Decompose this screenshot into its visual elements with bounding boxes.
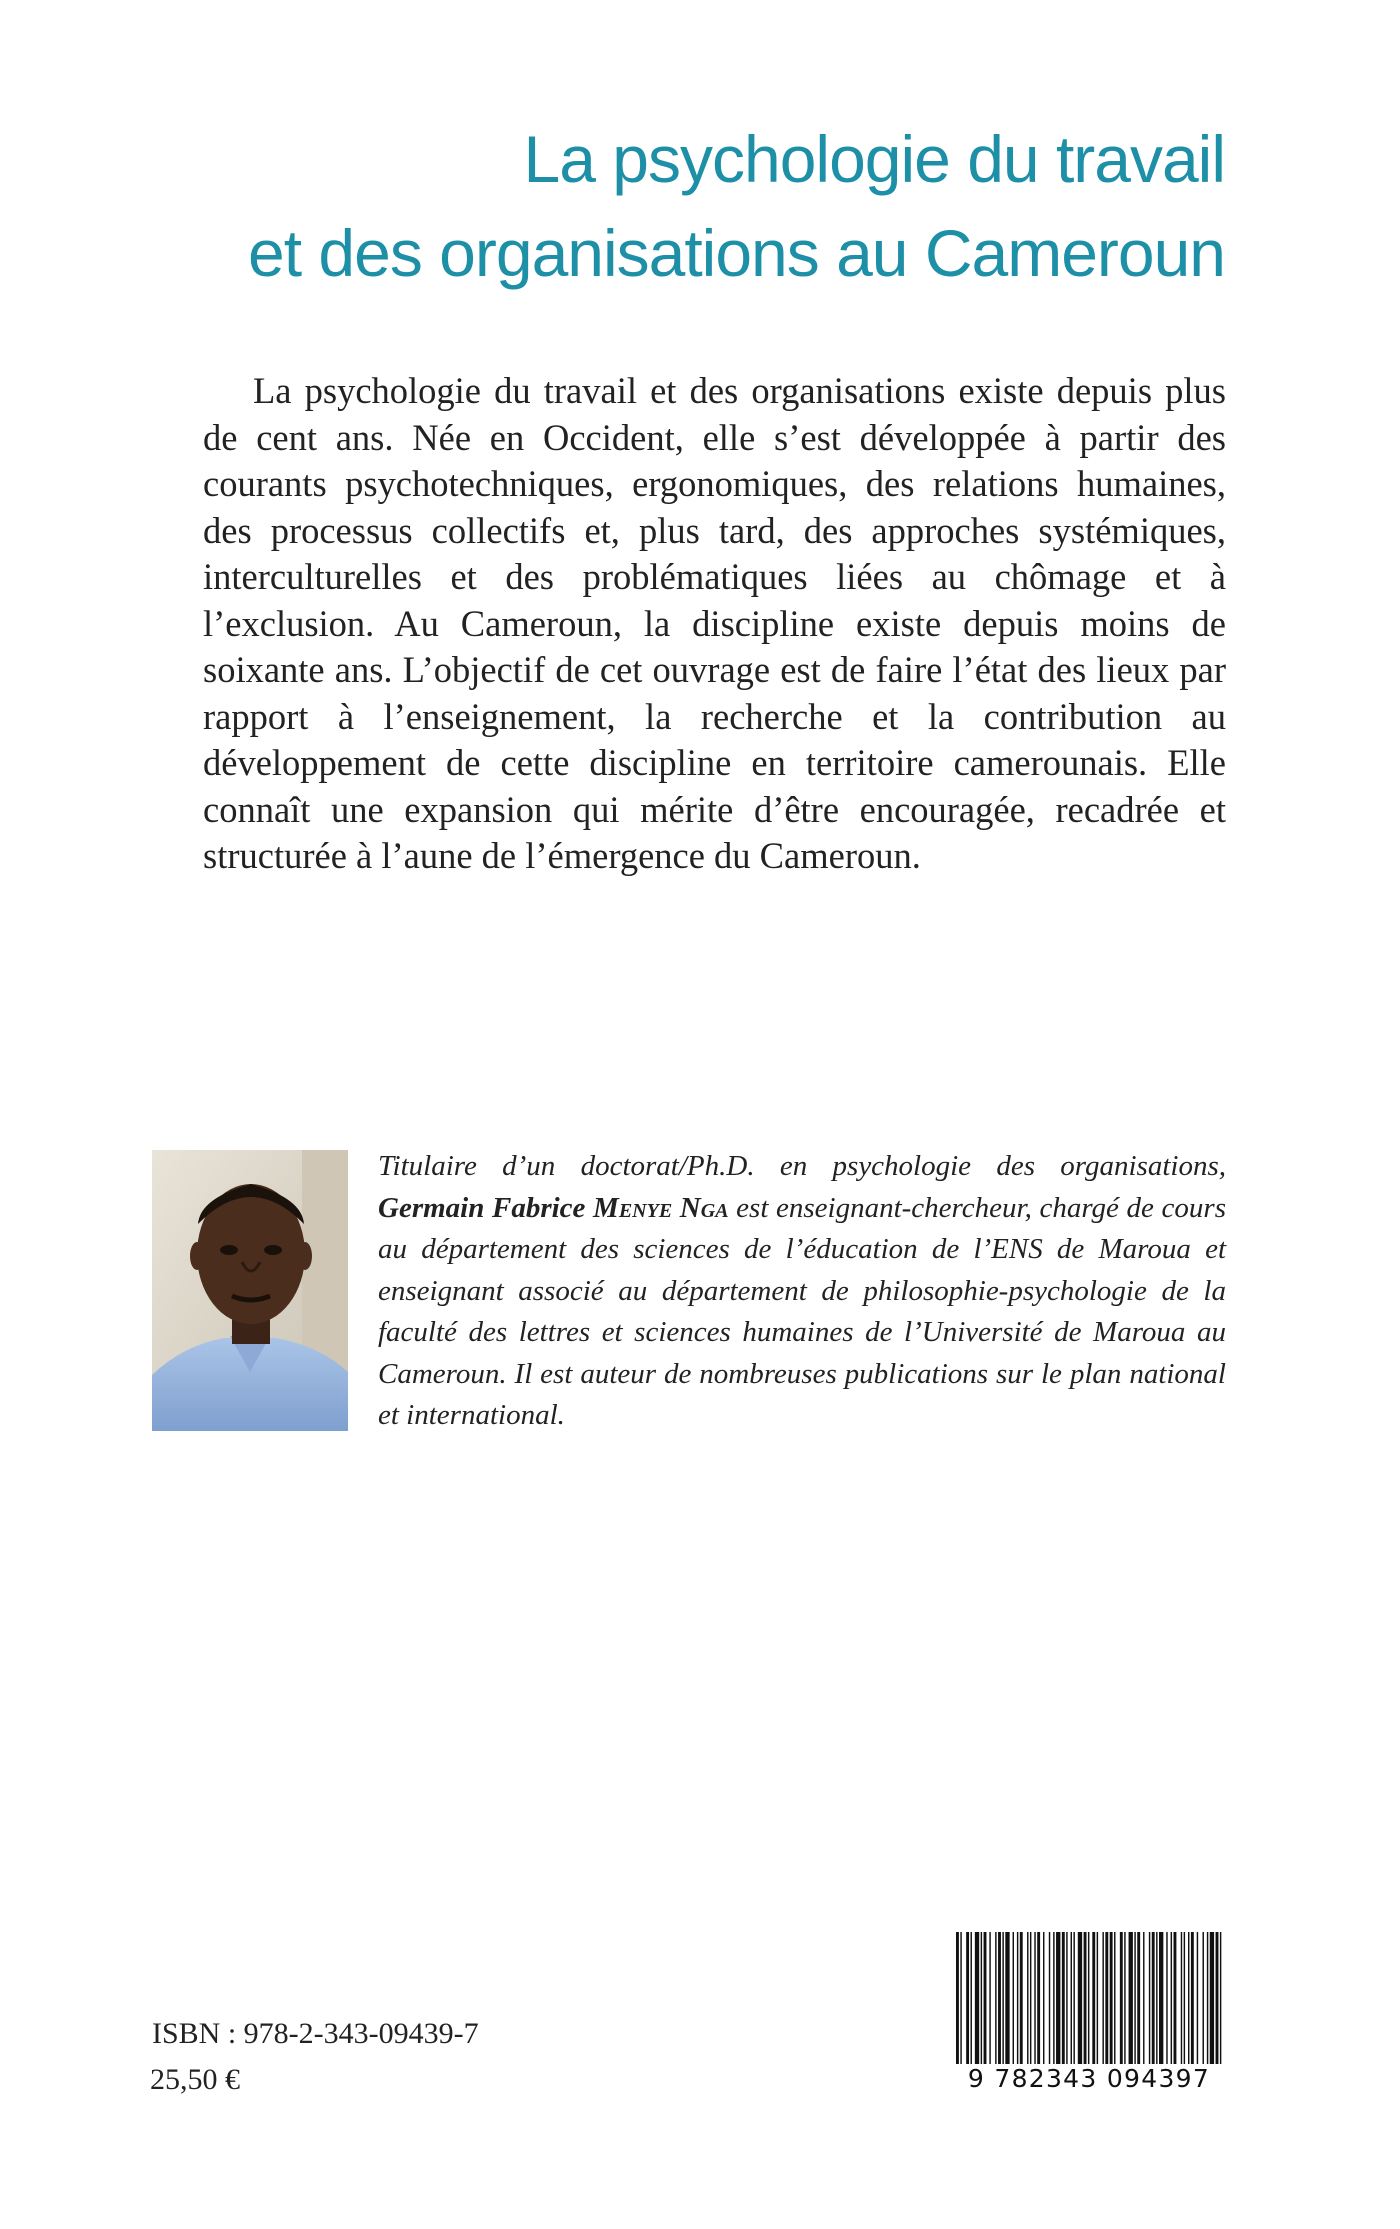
book-title — [248, 112, 1225, 300]
barcode-bar — [1174, 1932, 1177, 2066]
barcode-bar — [1027, 1932, 1028, 2066]
barcode-bar — [1071, 1932, 1072, 2066]
barcode-bar — [1181, 1932, 1182, 2066]
barcode-bar — [1037, 1932, 1040, 2066]
barcode-bar — [1013, 1932, 1014, 2066]
barcode-bar — [1184, 1932, 1185, 2066]
barcode-bar — [1110, 1932, 1113, 2066]
author-photo — [152, 1150, 348, 1431]
barcode-bar — [956, 1932, 959, 2066]
barcode-bar — [1120, 1932, 1123, 2066]
barcode-bar — [1137, 1932, 1140, 2066]
barcode-bar — [1149, 1932, 1150, 2066]
barcode-bar — [1216, 1932, 1219, 2066]
title-line-1: La psychologie du travail — [523, 122, 1225, 196]
barcode-bar — [1084, 1932, 1087, 2066]
barcode-bar — [1017, 1932, 1018, 2066]
author-first-name: Germain Fabrice — [378, 1191, 594, 1224]
bio-rest: est enseignant-chercheur, chargé de cours au département des sciences de l’éducation de l’ENS de Maroua et enseignant associé au département de philosophie-psychologie de la faculté des lettres et sciences humaines de l’Université de Maroua au Cameroun. Il est auteur de nombreuses publications sur le plan national et international. — [378, 1191, 1226, 1431]
barcode-bar — [1188, 1932, 1189, 2066]
barcode-bar — [981, 1932, 982, 2066]
barcode-bar — [1002, 1932, 1003, 2066]
barcode-bar — [1152, 1932, 1155, 2066]
barcode-bar — [1220, 1932, 1221, 2066]
barcode-bar — [1043, 1932, 1044, 2066]
barcode-bar — [984, 1932, 987, 2066]
barcode-bar — [1191, 1932, 1194, 2066]
barcode-bar — [1166, 1932, 1167, 2066]
barcode-bar — [1056, 1932, 1060, 2066]
barcode-bar — [998, 1932, 1001, 2066]
barcode-bar — [971, 1932, 972, 2066]
author-last-name: Menye Nga — [593, 1191, 729, 1224]
barcode-bar — [1073, 1932, 1074, 2066]
barcode-bar — [1124, 1932, 1125, 2066]
barcode-bar — [1114, 1932, 1115, 2066]
barcode-bar — [960, 1932, 961, 2066]
barcode-bar — [1049, 1932, 1050, 2066]
price: 25,50 € — [150, 2063, 240, 2096]
barcode-bar — [1097, 1932, 1098, 2066]
barcode-bar — [966, 1932, 969, 2066]
barcode-bar — [1129, 1932, 1133, 2066]
barcode-bar — [1053, 1932, 1054, 2066]
barcode-bar — [1207, 1932, 1208, 2066]
barcode-bar — [1171, 1932, 1172, 2066]
bio-intro: Titulaire d’un doctorat/Ph.D. en psychologie des organisations, — [378, 1150, 1226, 1182]
barcode-digits: 9 782343 094397 — [950, 2064, 1228, 2093]
barcode-bar — [1020, 1932, 1023, 2066]
title-line-2: et des organisations au Cameroun — [248, 216, 1225, 290]
barcode-bar — [1105, 1932, 1108, 2066]
barcode-bar — [1156, 1932, 1157, 2066]
barcode-bar — [989, 1932, 990, 2066]
barcode-bar — [1102, 1932, 1103, 2066]
barcode-bar — [1159, 1932, 1163, 2066]
book-summary: La psychologie du travail et des organisations existe depuis plus de cent ans. Née en Occident, elle s’est développée à partir des courants psychotechniques, ergonomiques, des relations humaines, des processus collectifs et, plus tard, des approches systémiques, interculturelles et des problématiques liées au chômage et à l’exclusion. Au Cameroun, la discipline existe depuis moins de soixante ans. L’objectif de cet ouvrage est de faire l’état des lieux par rapport à l’enseignement, la recherche et la contribution au développement de cette discipline en territoire camerounais. Elle connaît une expansion qui mérite d’être encouragée, recadrée et structurée à l’aune de l’émergence du Cameroun. — [203, 370, 1226, 876]
barcode-bar — [1034, 1932, 1035, 2066]
barcode-bar — [1088, 1932, 1089, 2066]
author-bio — [378, 1146, 1226, 1437]
author-name — [378, 1192, 729, 1224]
barcode-bar — [1005, 1932, 1009, 2066]
barcode-bar — [1143, 1932, 1144, 2066]
barcode-bar — [1134, 1932, 1135, 2066]
barcode-bar — [1203, 1932, 1204, 2066]
barcode-bar — [975, 1932, 979, 2066]
barcode-bar — [1210, 1932, 1214, 2066]
author-portrait-icon — [152, 1150, 348, 1431]
barcode-bar — [1078, 1932, 1082, 2066]
barcode-bar — [995, 1932, 996, 2066]
barcode — [950, 1928, 1228, 2086]
barcode-bar — [1062, 1932, 1065, 2066]
barcode-bar — [1092, 1932, 1095, 2066]
barcode-bar — [1066, 1932, 1067, 2066]
isbn: ISBN : 978-2-343-09439-7 — [152, 2017, 479, 2050]
barcode-bar — [1030, 1932, 1031, 2066]
barcode-bar — [1197, 1932, 1198, 2066]
